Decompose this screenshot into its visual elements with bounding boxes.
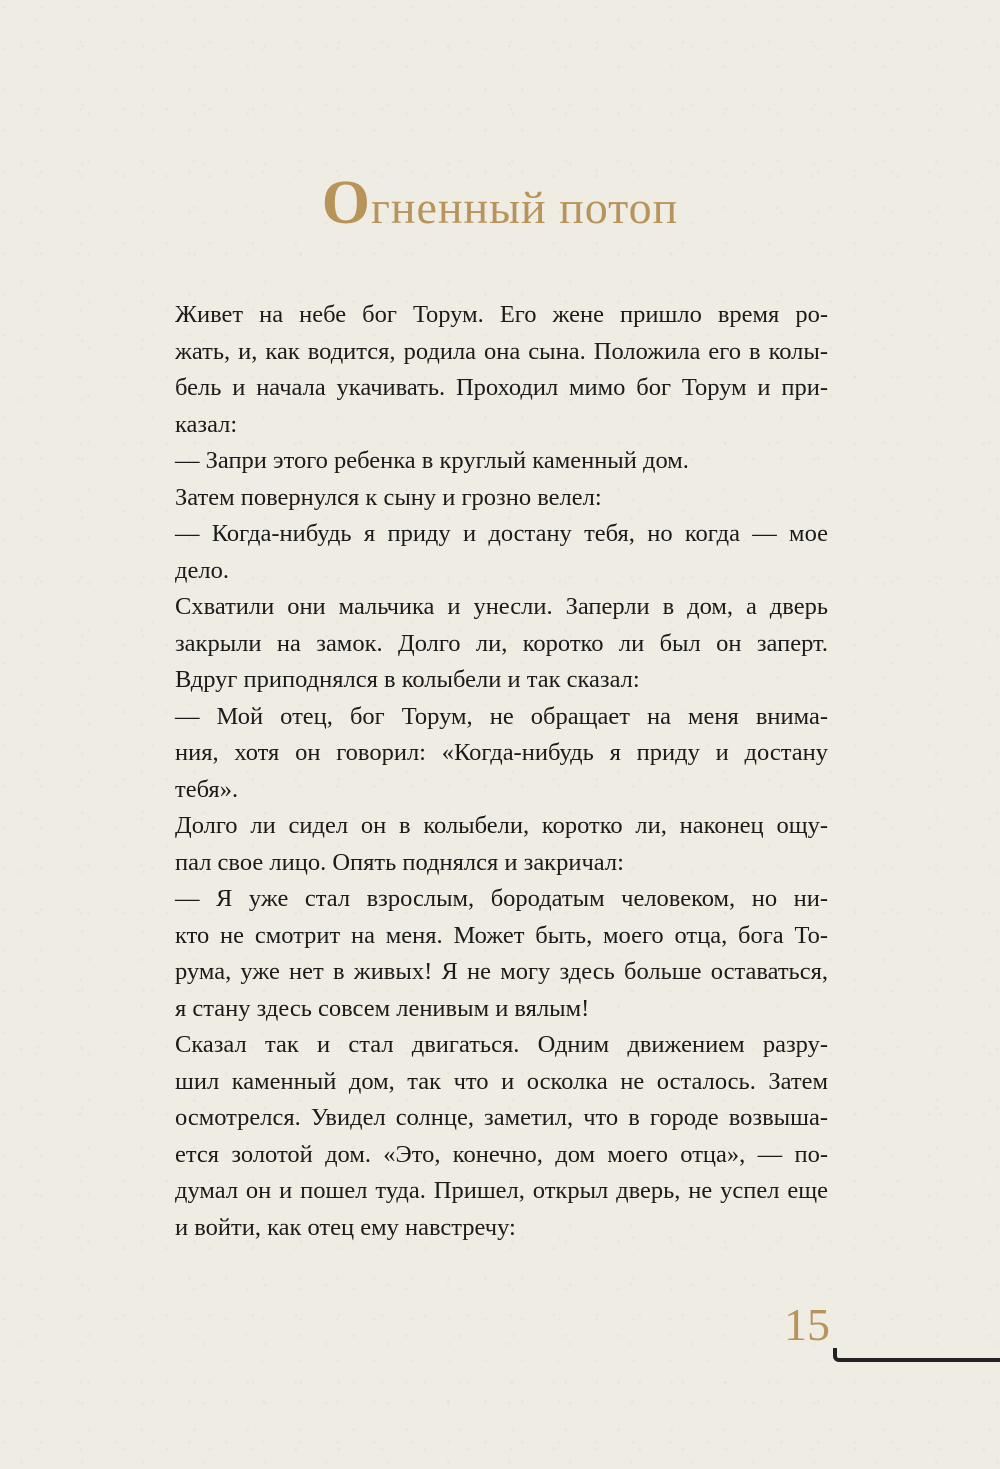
text-line: тебя». (175, 775, 239, 803)
text-line: дело. (175, 556, 229, 584)
text-line: — Мой отец, бог Торум, не обращает на меня внима- (175, 702, 828, 730)
text-line: закрыли на замок. Долго ли, коротко ли был он заперт. (175, 629, 828, 657)
text-line: Затем повернулся к сыну и грозно велел: (175, 483, 602, 511)
text-line: кто не смотрит на меня. Может быть, моего отца, бога То- (175, 921, 828, 949)
text-line: — Когда-нибудь я приду и достану тебя, но когда — мое (175, 520, 828, 547)
text-line: Схватили они мальчика и унесли. Заперли в дом, а дверь (175, 593, 828, 620)
text-line: ния, хотя он говорил: «Когда-нибудь я приду и достану (175, 739, 828, 766)
text-line: пал свое лицо. Опять поднялся и закричал: (175, 848, 624, 876)
text-line: бель и начала укачивать. Проходил мимо бог Торум и при- (175, 374, 828, 401)
page-corner-ornament (833, 1348, 1000, 1362)
text-line: рума, уже нет в живых! Я не могу здесь больше оставаться, (175, 958, 828, 985)
text-line: осмотрелся. Увидел солнце, заметил, что в городе возвыша- (175, 1104, 828, 1131)
text-line: думал он и пошел туда. Пришел, открыл дверь, не успел еще (175, 1177, 828, 1204)
page-number: 15 (784, 1299, 830, 1350)
text-line: Вдруг приподнялся в колыбели и так сказал: (175, 666, 640, 693)
text-line: Долго ли сидел он в колыбели, коротко ли, наконец ощу- (175, 812, 828, 839)
text-line: Живет на небе бог Торум. Его жене пришло время ро- (175, 301, 828, 328)
chapter-title-rest: гненный потоп (370, 182, 679, 233)
text-line: жать, и, как водится, родила она сына. Положила его в колы- (175, 337, 828, 365)
text-line: шил каменный дом, так что и осколка не осталось. Затем (175, 1067, 828, 1095)
body-text (175, 297, 828, 1246)
text-line: Сказал так и стал двигаться. Одним движением разру- (175, 1031, 828, 1058)
text-line: и войти, как отец ему навстречу: (175, 1213, 516, 1241)
text-line: — Я уже стал взрослым, бородатым человеком, но ни- (175, 885, 828, 912)
text-line: казал: (175, 410, 238, 438)
text-line: — Запри этого ребенка в круглый каменный дом. (175, 447, 689, 474)
chapter-title-initial: О (321, 169, 371, 237)
text-line: я стану здесь совсем ленивым и вялым! (175, 994, 590, 1022)
text-line: ется золотой дом. «Это, конечно, дом моего отца», — по- (175, 1140, 828, 1168)
chapter-title (0, 168, 1000, 239)
